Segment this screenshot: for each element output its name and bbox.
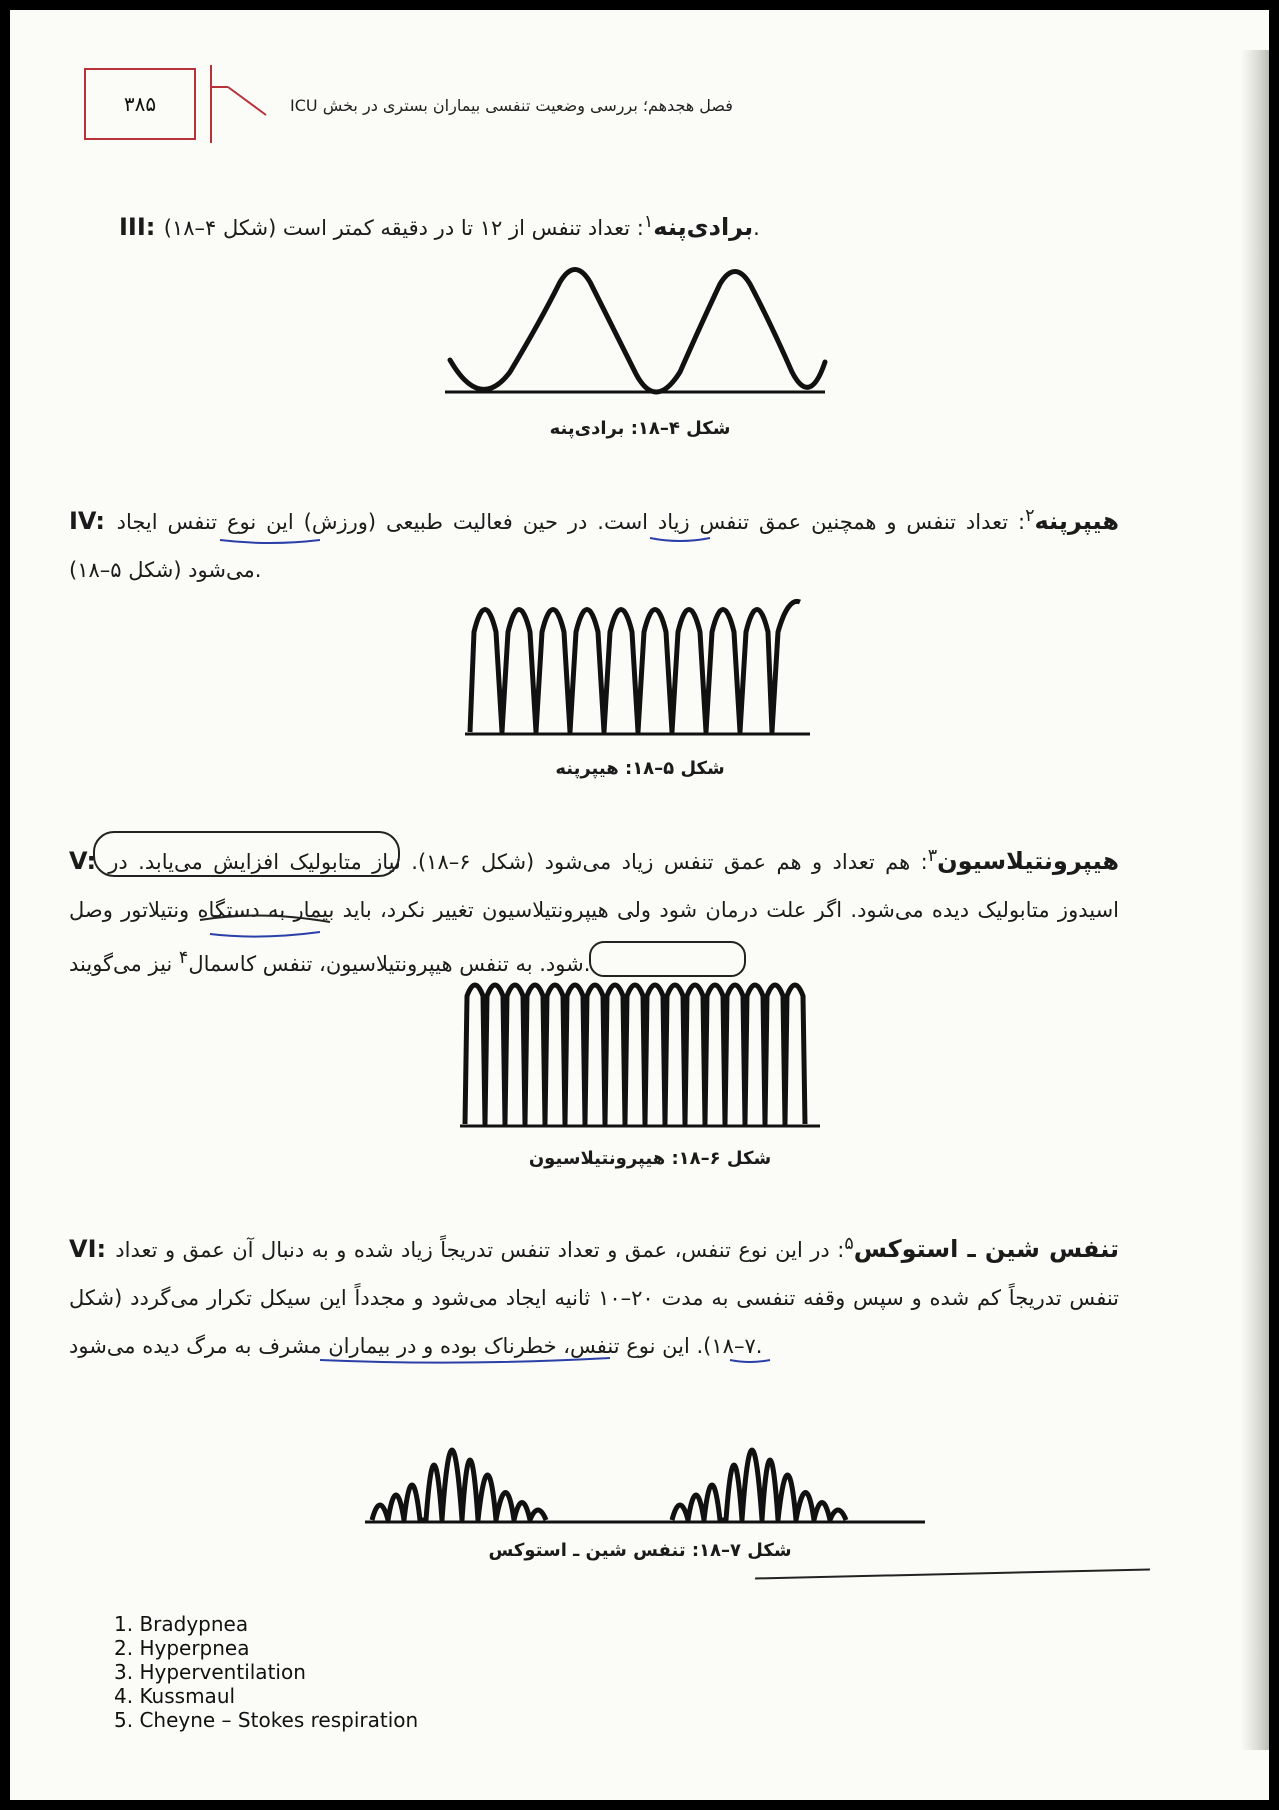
hyperpnea-waveform — [460, 592, 815, 742]
footnote-item: 4. Kussmaul — [114, 1684, 236, 1708]
section-text: : تعداد تنفس از ۱۲ تا در دقیقه کمتر است (شکل ۴–۱۸). — [163, 216, 760, 240]
pen-circle-annotations — [90, 830, 1150, 980]
cheyne-stokes-waveform — [360, 1370, 930, 1530]
footnote-item: 5. Cheyne – Stokes respiration — [114, 1708, 419, 1732]
figure-caption-bradypnea: شکل ۴–۱۸: برادی‌پنه — [549, 418, 731, 439]
section-text: : در این نوع تنفس، عمق و تعداد تنفس تدریجاً زیاد شده و به دنبال آن عمق و تعداد تنفس تدریجاً کم شده و سپس وقفه تنفسی به مدت ۲۰–۱۰ ثانیه ایجاد می‌شود و مجدداً این سیکل تکرار می‌گردد (شکل ۷–۱۸). این نوع تنفس، خطرناک بوده و در بیماران مشرف به مرگ دیده می‌شود. — [69, 1238, 1120, 1358]
section-heading: V: هیپرونتیلاسیون — [69, 847, 1120, 875]
footnote-ref: ۴ — [178, 948, 189, 968]
footnote-item: 2. Hyperpnea — [114, 1636, 250, 1660]
pen-underline-annotations — [210, 530, 970, 550]
section-heading: III: برادی‌پنه — [119, 213, 754, 241]
page-number-box — [84, 68, 196, 140]
book-spine-shadow — [1241, 50, 1269, 1750]
footnote-separator — [755, 1569, 1150, 1580]
section-heading: IV: هیپرپنه — [69, 507, 1119, 535]
figure-caption-cheyne-stokes: شکل ۷–۱۸: تنفس شین ـ استوکس — [488, 1540, 792, 1561]
footnote-item: 3. Hyperventilation — [114, 1660, 306, 1684]
footnote-item: 1. Bradypnea — [114, 1612, 249, 1636]
figure-caption-hyperpnea: شکل ۵–۱۸: هیپرپنه — [555, 758, 725, 779]
scanned-page — [10, 10, 1269, 1800]
bradypnea-waveform — [440, 262, 830, 402]
figure-caption-hyperventilation: شکل ۶–۱۸: هیپرونتیلاسیون — [528, 1148, 772, 1169]
pen-underline-annotations — [310, 1350, 830, 1370]
footnotes-list — [114, 1612, 418, 1732]
footnote-ref: ۳ — [927, 846, 938, 866]
section-heading: VI: تنفس شین ـ استوکس — [69, 1235, 1119, 1263]
section-text: نیز می‌گویند. — [69, 952, 591, 976]
header-tab-mark — [206, 65, 276, 145]
hyperventilation-waveform — [455, 976, 825, 1134]
section-text: : هم تعداد و هم عمق تنفس زیاد می‌شود (شکل ۶–۱۸). نیاز متابولیک افزایش می‌یابد. در اسیدوز متابولیک دیده می‌شود. اگر علت درمان شود ولی هیپرونتیلاسیون تغییر نکرد، باید بیمار به دستگاه ونتیلاتور وصل شود. به تنفس هیپرونتیلاسیون، تنفس کاسمال — [69, 850, 1119, 976]
section-cheyne-stokes — [69, 1220, 1119, 1370]
section-text: : تعداد تنفس و همچنین عمق تنفس زیاد است. در حین فعالیت طبیعی (ورزش) این نوع تنفس ایجاد می‌شود (شکل ۵–۱۸). — [69, 510, 1026, 582]
section-bradypnea — [119, 198, 1119, 252]
footnote-ref: ۱ — [643, 212, 654, 232]
footnote-ref: ۲ — [1025, 506, 1035, 526]
footnote-ref: ۵ — [844, 1234, 854, 1254]
page-number: ۳۸۵ — [123, 92, 157, 116]
chapter-header: فصل هجدهم؛ بررسی وضعیت تنفسی بیماران بستری در بخش ICU — [290, 96, 733, 115]
